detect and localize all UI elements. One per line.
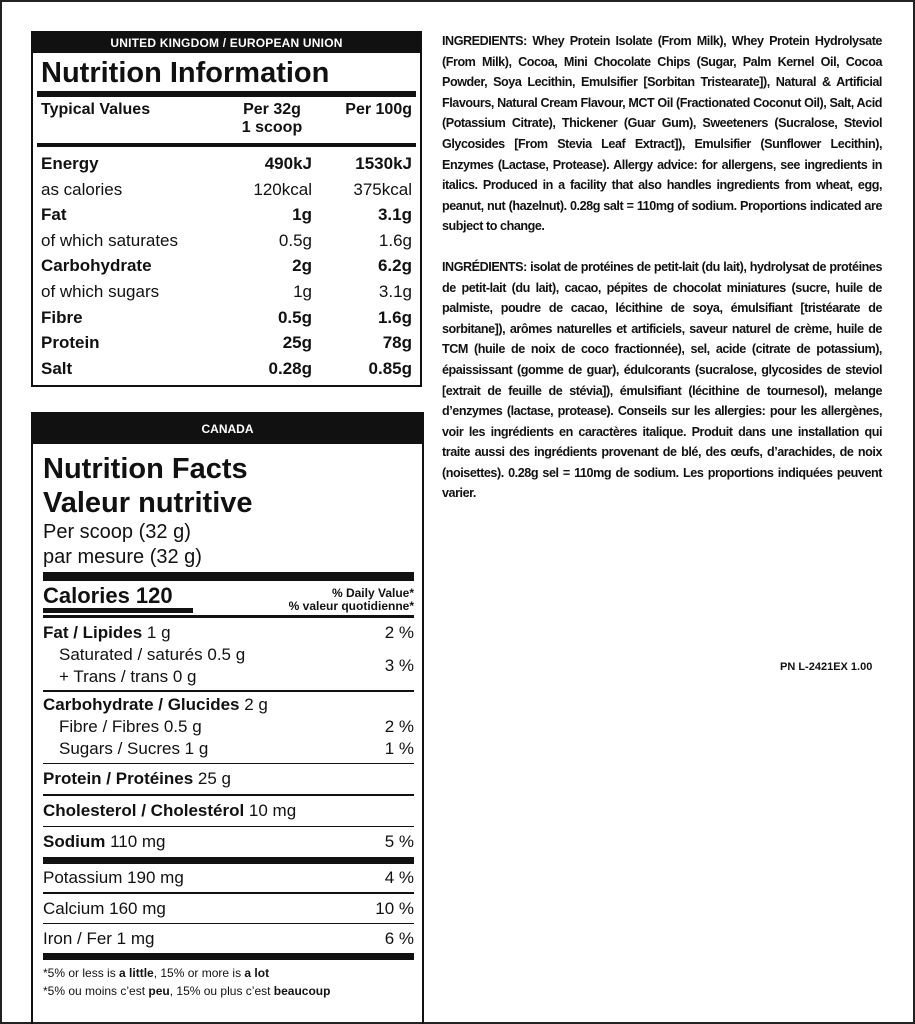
iron-label: Iron / Fer 1 mg [43,929,155,948]
divider [43,690,414,692]
footnote-text: *5% ou moins c’est [43,984,149,998]
fat-value: 1 g [142,623,171,642]
table-row [41,228,412,254]
serving-value: 0.28g [268,358,312,378]
canada-title-en: Nutrition Facts [43,453,248,485]
nutrient-name: Carbohydrate [41,256,152,276]
uk-title: Nutrition Information [41,57,330,89]
calcium-pct: 10 % [375,898,414,918]
footnote-fr [43,982,414,1000]
serving-fr: par mesure (32 g) [43,546,202,568]
potassium-label: Potassium 190 mg [43,868,184,887]
uk-col-per-serving [222,101,322,137]
uk-col-per-100: Per 100g [345,101,412,118]
canada-nutrition-table [31,412,424,1024]
uk-col-per-serving-1: Per 32g [243,101,301,118]
protein-label: Protein / Protéines [43,769,194,788]
serving-value: 1g [292,205,312,225]
cholesterol-value: 10 mg [244,800,297,820]
canada-title-fr: Valeur nutritive [43,487,253,519]
footnote-thick-rule [43,953,414,960]
footnote [43,960,414,1000]
fat-label: Fat / Lipides [43,623,143,642]
footnote-text: , 15% or more is [153,966,245,980]
sugars-label: Sugars / Sucres 1 g [59,738,209,758]
daily-value-rule [43,615,414,618]
trans-label: + Trans / trans 0 g [59,667,197,686]
serving-en: Per scoop (32 g) [43,521,191,543]
uk-nutrition-table [31,31,422,387]
serving-value: 490kJ [264,154,312,173]
table-row [41,279,412,305]
calories-top-rule [43,572,414,581]
part-number: PN L-2421EX 1.00 [780,661,873,673]
protein-row [43,764,414,794]
calcium-label: Calcium 160 mg [43,898,166,918]
saturated-trans-row [43,644,414,688]
per100-value: 0.85g [368,358,412,378]
footnote-text: , 15% ou plus c’est [169,984,274,998]
cholesterol-label: Cholesterol / Cholestérol [43,800,245,820]
footnote-bold: peu [148,984,170,998]
daily-value-en: % Daily Value* [331,586,414,600]
sugars-pct: 1 % [384,738,414,758]
carb-label: Carbohydrate / Glucides [43,694,240,714]
uk-col-per-serving-2: 1 scoop [241,119,303,136]
serving-value: 120kcal [253,179,312,199]
calories-row [43,581,414,613]
fat-pct: 2 % [384,623,414,642]
nutrient-name: as calories [41,179,123,199]
serving-value: 0.5g [277,307,312,327]
potassium-pct: 4 % [384,868,414,887]
carb-row [43,694,414,716]
ingredients-block [442,31,882,524]
calcium-row [43,894,414,923]
sugars-row [43,738,414,760]
table-row [41,305,412,331]
serving-value: 2g [292,256,312,276]
table-row [41,202,412,228]
sodium-label: Sodium [43,832,106,851]
protein-value: 25 g [193,769,232,788]
nutrient-name: Salt [41,358,73,378]
table-row [41,330,412,356]
per100-value: 78g [382,333,412,353]
serving-value: 1g [293,281,312,301]
saturated-label: Saturated / saturés 0.5 g [59,645,246,664]
nutrient-name: of which sugars [41,281,160,301]
footnote-bold: beaucoup [273,984,331,998]
sodium-pct: 5 % [384,832,414,851]
calories-value: Calories 120 [43,584,193,613]
fibre-row [43,716,414,738]
footnote-text: *5% or less is [43,966,120,980]
uk-region-header: UNITED KINGDOM / EUROPEAN UNION [33,33,420,53]
saturated-pct: 3 % [384,656,414,675]
serving-value: 0.5g [278,230,312,250]
fibre-label: Fibre / Fibres 0.5 g [59,716,202,736]
cholesterol-row [43,796,414,826]
uk-column-headers [33,97,420,143]
nutrient-name: Fibre [41,307,83,327]
footnote-bold: a lot [244,966,270,980]
iron-pct: 6 % [384,929,414,948]
fat-row [43,622,414,644]
table-row [41,177,412,203]
per100-value: 375kcal [353,179,412,199]
sodium-row [43,827,414,857]
daily-value-fr: % valeur quotidienne* [288,599,414,613]
uk-rows [33,147,420,385]
table-row [41,356,412,382]
ingredients-en: INGREDIENTS: Whey Protein Isolate (From Milk), Whey Protein Hydrolysate (From Milk), Cocoa, Mini Chocolate Chips (Sugar, Palm Kernel Oil, Cocoa Powder, Soya Lecithin, Emulsifier [Sorbitan Tristearate]), Natural & Artificial Flavours, Natural Cream Flavour, MCT Oil (Fractionated Coconut Oil), Salt, Acid (Potassium Citrate), Thickener (Guar Gum), Sweeteners (Sucralose, Steviol Glycosides [From Stevia Leaf Extract]), Emulsifier (Sunflower Lecithin), Enzymes (Lactase, Protease). Allergy advice: for allergens, see ingredients in italics. Produced in a facility that also handles ingredients from wheat, egg, peanut, nut (hazelnut). 0.28g salt = 110mg of sodium. Proportions indicated are subject to change. [442,34,882,234]
potassium-row [43,864,414,892]
uk-col-label: Typical Values [41,101,151,118]
canada-region-header: CANADA [33,414,422,444]
nutrient-name: of which saturates [41,230,179,250]
per100-value: 3.1g [378,281,412,301]
table-row [41,253,412,279]
iron-row [43,924,414,953]
nutrient-name: Energy [41,154,99,173]
ingredients-fr: INGRÉDIENTS: isolat de protéines de petit-lait (du lait), hydrolysat de protéines de petit-lait (du lait), cacao, pépites de chocolat miniatures (sucre, huile de palmiste, poudre de cacao, lécithine de soya, émulsifiant [tristéarate de sorbitane]), arômes naturelles et artificiels, saveur naturel de crème, huile de TCM (huile de noix de coco fractionnée), sel, acide (citrate de potassium), épaississant (gomme de guar), édulcorants (sucralose, glycosides de steviol [extrait de feuille de stévia]), émulsifiant (lécithine de tournesol), melange d’enzymes (lactase, protease). Conseils sur les allergies: pour les allergènes, voir les ingrédients en caractères italique. Produit dans une installation qui traite aussi des ingrédients provenant de blé, des œufs, d’arachides, de noix (noisettes). 0.28g sel = 110mg de sodium. Les proportions indiquées peuvent varier. [442,259,882,501]
serving-value: 25g [282,333,312,353]
per100-value: 3.1g [377,205,412,225]
per100-value: 1.6g [377,307,412,327]
sodium-value: 110 mg [105,832,166,851]
footnote-bold: a little [119,966,154,980]
footnote-en [43,964,414,982]
carb-value: 2 g [239,694,268,714]
sodium-thick-rule [43,857,414,864]
daily-value-header [193,587,414,613]
nutrient-name: Fat [41,205,67,225]
nutrient-name: Protein [41,333,100,353]
fibre-pct: 2 % [384,716,414,736]
per100-value: 6.2g [377,256,412,276]
per100-value: 1.6g [378,230,412,250]
table-row [41,151,412,177]
per100-value: 1530kJ [355,154,412,173]
